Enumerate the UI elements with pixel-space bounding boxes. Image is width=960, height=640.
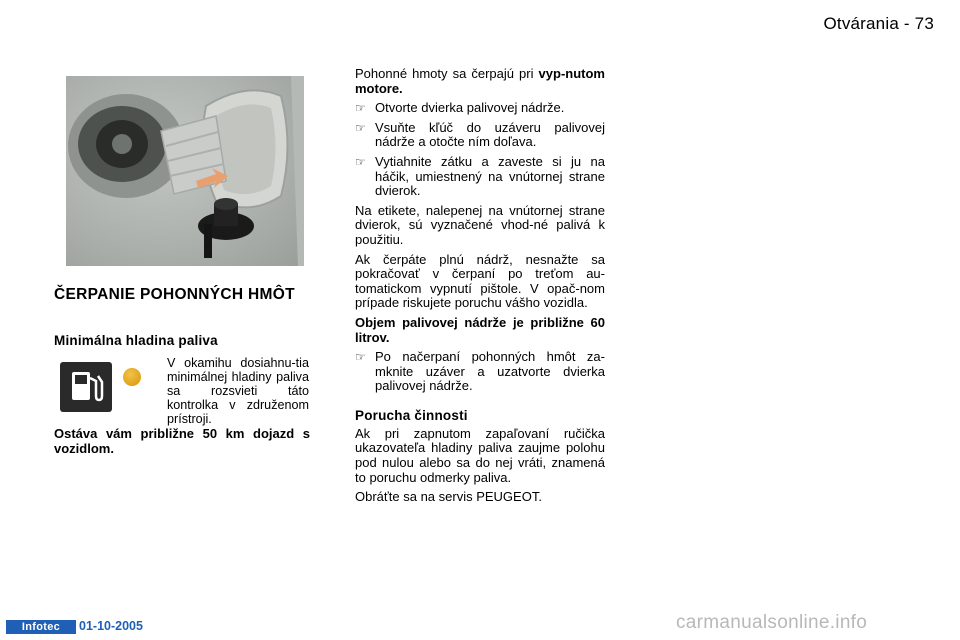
pointing-hand-icon: ☞: [355, 154, 366, 169]
infotec-logo: Infotec: [6, 620, 76, 634]
intro-text: Pohonné hmoty sa čerpajú pri: [355, 66, 539, 81]
list-item: [355, 350, 605, 394]
remaining-range-text: Ostáva vám približne 50 km dojazd s vozidlom.: [54, 426, 310, 456]
watermark: carmanualsonline.info: [676, 612, 868, 633]
service-paragraph: Obráťte sa na servis PEUGEOT.: [355, 489, 542, 505]
right-column: [355, 67, 605, 510]
fuel-filler-photo: [66, 76, 304, 266]
pointing-hand-icon: ☞: [355, 101, 366, 116]
section-title: ČERPANIE POHONNÝCH HMÔT: [54, 286, 295, 303]
amber-indicator-icon: [123, 368, 141, 386]
label-paragraph: Na etikete, nalepenej na vnútornej strane dvierok, sú vyznačené vhod-né palivá k použitiu.: [355, 202, 605, 247]
step-2: Vsuňte kľúč do uzáveru palivovej nádrže a otočte ním doľava.: [375, 119, 605, 150]
failure-paragraph: Ak pri zapnutom zapaľovaní ručička ukazovateľa hladiny paliva zaujme polohu pod nulou alebo sa do nej vráti, znamená to poruchu odmerky paliva.: [355, 425, 605, 485]
pointing-hand-icon: ☞: [355, 350, 366, 365]
failure-heading: Porucha činnosti: [355, 407, 468, 423]
list-item: [355, 101, 605, 116]
pointing-hand-icon: ☞: [355, 120, 366, 135]
list-item: [355, 121, 605, 150]
intro-paragraph: [355, 67, 605, 96]
list-item: [355, 155, 605, 199]
step-1: Otvorte dvierka palivovej nádrže.: [375, 100, 565, 116]
subheading-min-fuel: Minimálna hladina paliva: [54, 333, 218, 348]
warning-light-text: V okamihu dosiahnu-tia minimálnej hladiny paliva sa rozsvieti táto kontrolka v združenom prístroji.: [167, 356, 309, 426]
step-4: Po načerpaní pohonných hmôt za-mknite uzáver a uzatvorte dvierka palivovej nádrže.: [375, 349, 605, 394]
step-3: Vytiahnite zátku a zaveste si ju na háčik, umiestnený na vnútornej strane dvierok.: [375, 153, 605, 199]
tank-capacity: Objem palivovej nádrže je približne 60 litrov.: [355, 314, 605, 345]
page-title: Otvárania - 73: [823, 14, 934, 33]
fuel-pump-icon: [60, 362, 112, 412]
intro-bold: vyp-nutom motore.: [355, 66, 605, 96]
footer-date: 01-10-2005: [79, 619, 143, 633]
full-tank-warning: Ak čerpáte plnú nádrž, nesnažte sa pokračovať v čerpaní po treťom au-tomatickom vypnutí pištole. V opač-nom prípade riskujete poruchu vášho vozidla.: [355, 251, 605, 311]
fuel-filler-illustration: [66, 76, 304, 266]
